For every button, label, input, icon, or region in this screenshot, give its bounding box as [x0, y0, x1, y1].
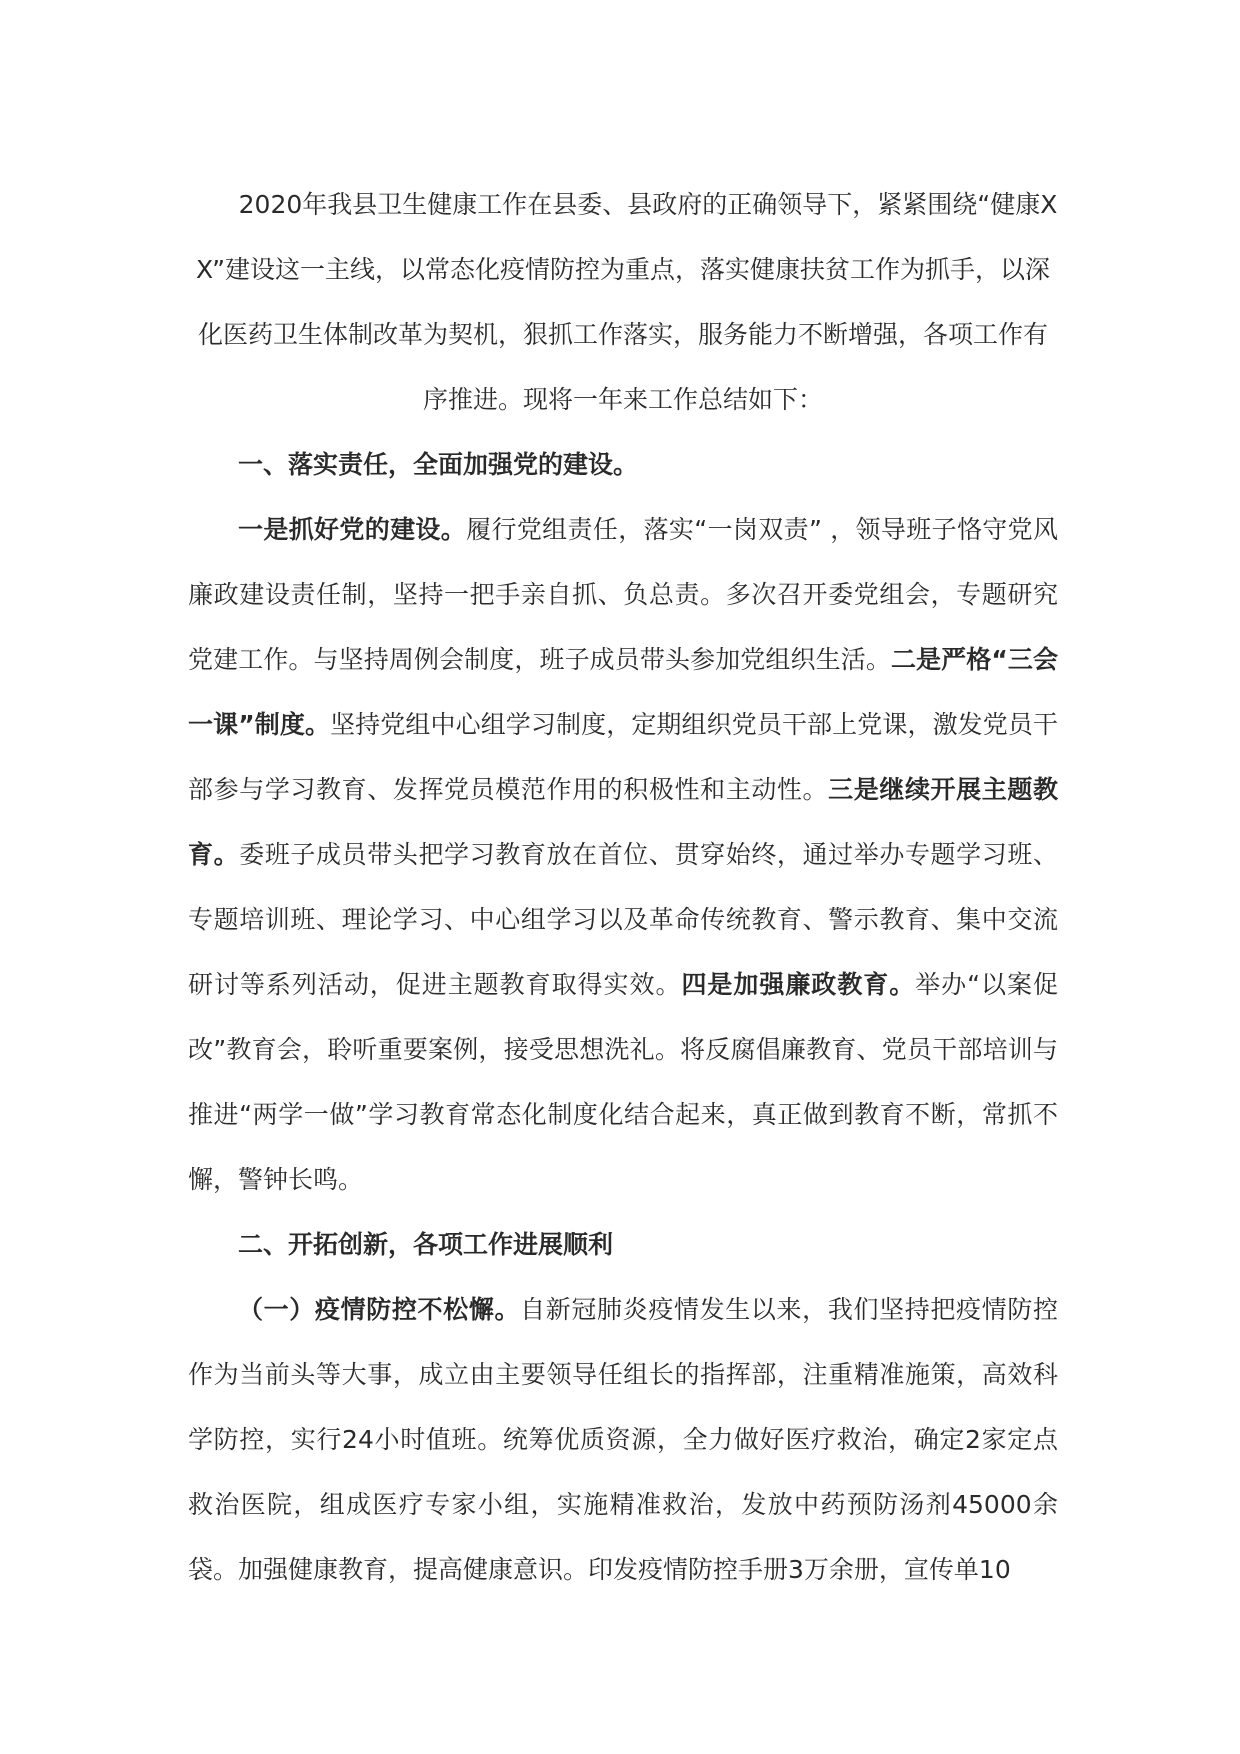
point-3-lead: 三是继续开展主题教育。	[188, 775, 1058, 869]
section-2-paragraph	[188, 1277, 1058, 1602]
sub-1-text: 自新冠肺炎疫情发生以来，我们坚持把疫情防控作为当前头等大事，成立由主要领导任组长的指挥部，注重精准施策，高效科学防控，实行24小时值班。统筹优质资源，全力做好医疗救治，确定2家定点救治医院，组成医疗专家小组，实施精准救治，发放中药预防汤剂45000余袋。加强健康教育，提高健康意识。印发疫情防控手册3万余册，宣传单10	[188, 1295, 1058, 1584]
document-page	[188, 172, 1058, 1602]
point-3-text: 委班子成员带头把学习教育放在首位、贯穿始终，通过举办专题学习班、专题培训班、理论学习、中心组学习以及革命传统教育、警示教育、集中交流研讨等系列活动，促进主题教育取得实效。	[188, 840, 1058, 999]
point-4-text: 举办“以案促改”教育会，聆听重要案例，接受思想洗礼。将反腐倡廉教育、党员干部培训与推进“两学一做”学习教育常态化制度化结合起来，真正做到教育不断，常抓不懈，警钟长鸣。	[188, 970, 1058, 1194]
point-4-lead: 四是加强廉政教育。	[681, 970, 916, 999]
point-1-text: 履行党组责任，落实“一岗双责” ，领导班子恪守党风廉政建设责任制，坚持一把手亲自抓、负总责。多次召开委党组会，专题研究党建工作。与坚持周例会制度，班子成员带头参加党组织生活。	[188, 515, 1058, 674]
point-2-text: 坚持党组中心组学习制度，定期组织党员干部上党课，激发党员干部参与学习教育、发挥党员模范作用的积极性和主动性。	[188, 710, 1058, 804]
point-2-lead: 二是严格“三会一课”制度。	[188, 645, 1058, 739]
sub-1-lead: （一）疫情防控不松懈。	[238, 1295, 521, 1324]
point-1-lead: 一是抓好党的建设。	[238, 515, 467, 544]
intro-paragraph: 2020年我县卫生健康工作在县委、县政府的正确领导下，紧紧围绕“健康XX”建设这一主线，以常态化疫情防控为重点，落实健康扶贫工作为抓手，以深化医药卫生体制改革为契机，狠抓工作落实，服务能力不断增强，各项工作有序推进。现将一年来工作总结如下：	[195, 190, 1058, 414]
section-1-heading: 一、落实责任，全面加强党的建设。	[238, 450, 639, 479]
section-2-heading: 二、开拓创新，各项工作进展顺利	[238, 1230, 614, 1259]
section-1-paragraph	[188, 497, 1058, 1212]
